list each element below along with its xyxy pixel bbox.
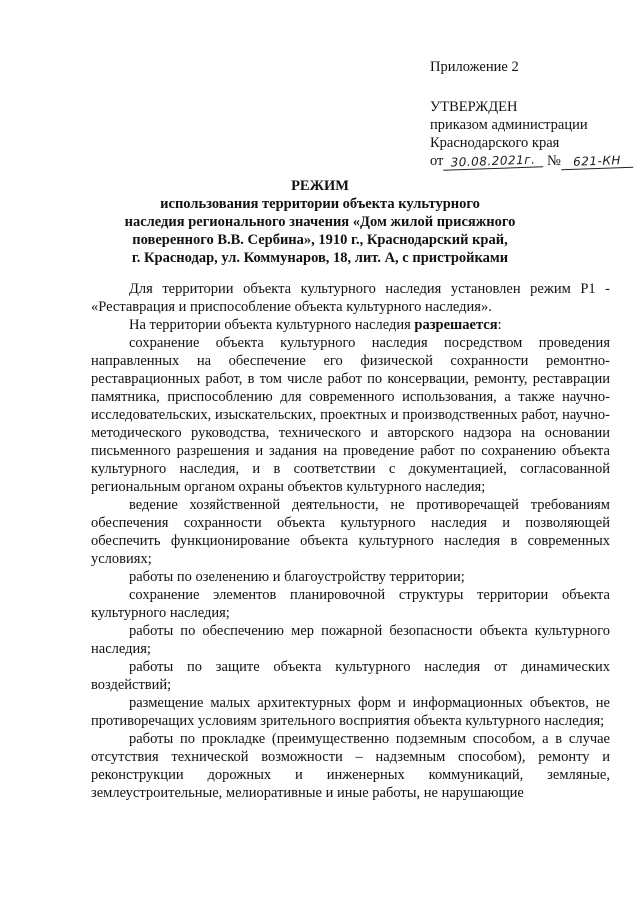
list-item: работы по обеспечению мер пожарной безопасности объекта культурного наследия;: [91, 623, 610, 657]
title-line: использования территории объекта культурного: [160, 196, 480, 212]
approval-line-2: Краснодарского края: [430, 135, 560, 151]
title-main: РЕЖИМ: [291, 178, 349, 194]
list-item: работы по прокладке (преимущественно подземным способом, а в случае отсутствия технической возможности – надземным способом), ремонту и реконструкции дорожных и инженерных коммуникаций, земляные, землеустроительные, мелиоративные и иные работы, не нарушающие: [91, 731, 610, 801]
approved-label: УТВЕРЖДЕН: [430, 99, 518, 115]
permitted-heading: [91, 316, 610, 334]
permitted-prefix: На территории объекта культурного наследия: [129, 317, 415, 333]
handwritten-number: 621-КН: [561, 153, 633, 171]
title-line: наследия регионального значения «Дом жилой присяжного: [124, 214, 516, 230]
appendix-label: Приложение 2: [430, 59, 519, 75]
list-item: размещение малых архитектурных форм и информационных объектов, не противоречащих условиям зрительного восприятия объекта культурного наследия;: [91, 695, 610, 729]
title-line: г. Краснодар, ул. Коммунаров, 18, лит. А, с пристройками: [131, 250, 509, 266]
list-item: работы по озеленению и благоустройству территории;: [129, 569, 465, 585]
document-body: [91, 280, 610, 802]
from-label: от: [430, 153, 444, 169]
order-date-number-line: [430, 152, 630, 170]
permitted-suffix: :: [497, 317, 502, 333]
handwritten-date: 30.08.2021г.: [443, 152, 543, 170]
intro-paragraph: Для территории объекта культурного наследия установлен режим Р1 - «Реставрация и приспособление объекта культурного наследия».: [91, 281, 610, 315]
list-item: сохранение объекта культурного наследия посредством проведения направленных на обеспечение его физической сохранности ремонтно-реставрационных работ, в том числе работ по консервации, ремонту, реставрации памятника, приспособлению для современного использования, а также научно-исследовательских, изыскательских, проектных и производственных работ, научно-методического руководства, технического и авторского надзора на основании письменного разрешения и задания на проведение работ по сохранению объекта культурного наследия, и в соответствии с документацией, согласованной региональным органом охраны объектов культурного наследия;: [91, 335, 610, 495]
document-title: [100, 177, 540, 267]
permitted-bold: разрешается: [414, 317, 498, 333]
approval-line-1: приказом администрации: [430, 117, 588, 133]
title-line: поверенного В.В. Сербина», 1910 г., Краснодарский край,: [132, 232, 508, 248]
list-item: сохранение элементов планировочной структуры территории объекта культурного наследия;: [91, 587, 610, 621]
approval-header: [430, 58, 630, 170]
list-item: ведение хозяйственной деятельности, не противоречащей требованиям обеспечения сохранности объекта культурного наследия и позволяющей обеспечить функционирование объекта культурного наследия в современных условиях;: [91, 497, 610, 567]
list-item: работы по защите объекта культурного наследия от динамических воздействий;: [91, 659, 610, 693]
number-label: №: [547, 153, 561, 169]
